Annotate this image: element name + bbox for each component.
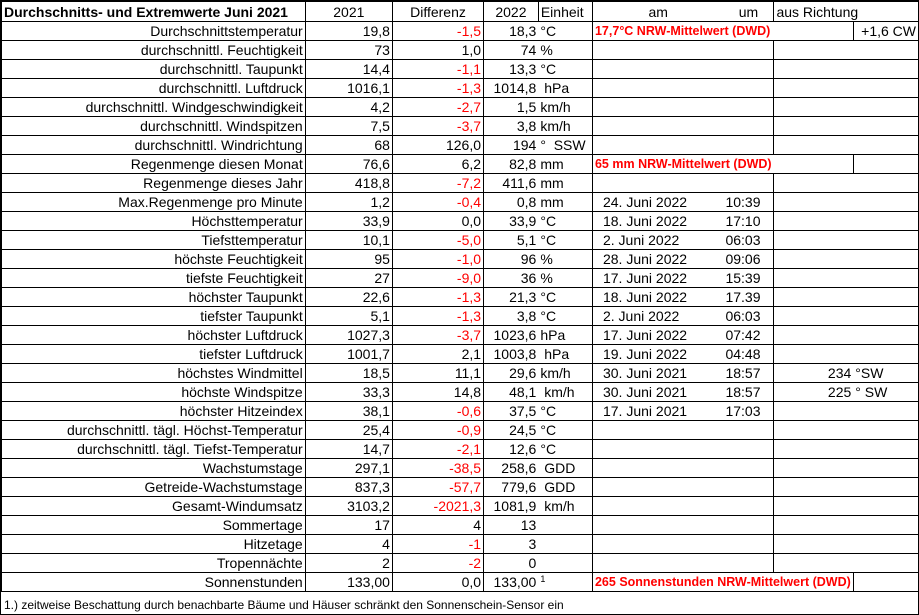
row-label: höchster Hitzeindex (2, 402, 306, 421)
direction-label: °SW (853, 364, 918, 383)
table-row (2, 212, 919, 231)
value-differenz: -1,5 (392, 22, 483, 41)
table-row (2, 516, 919, 535)
value-2021: 14,4 (305, 60, 392, 79)
time-um: 17:10 (723, 212, 773, 231)
table-row (2, 535, 919, 554)
unit-cell: mm (538, 155, 592, 174)
value-differenz: -2,1 (392, 440, 483, 459)
row-label: Wachstumstage (2, 459, 306, 478)
value-differenz: -3,7 (392, 326, 483, 345)
time-um (723, 459, 773, 478)
table-row (2, 421, 919, 440)
value-differenz: -2021,3 (392, 497, 483, 516)
unit-cell: GDD (538, 478, 592, 497)
direction-value (774, 440, 918, 459)
table-row (2, 383, 919, 402)
direction-value (774, 288, 918, 307)
time-um: 04:48 (723, 345, 773, 364)
date-am (592, 98, 723, 117)
table-row (2, 288, 919, 307)
value-2021: 5,1 (305, 307, 392, 326)
time-um: 06:03 (723, 231, 773, 250)
time-um (723, 535, 773, 554)
direction-value (774, 345, 918, 364)
value-2021: 1027,3 (305, 326, 392, 345)
table-row (2, 60, 919, 79)
value-2022: 36 (484, 269, 539, 288)
value-differenz: 6,2 (392, 155, 483, 174)
value-2021: 18,5 (305, 364, 392, 383)
date-am: 18. Juni 2022 (592, 212, 723, 231)
date-am: 2. Juni 2022 (592, 307, 723, 326)
time-um (723, 79, 773, 98)
row-label: höchster Luftdruck (2, 326, 306, 345)
row-label: tiefste Feuchtigkeit (2, 269, 306, 288)
value-2021: 19,8 (305, 22, 392, 41)
value-2022: 13,3 (484, 60, 539, 79)
value-differenz: 14,8 (392, 383, 483, 402)
direction-value (774, 326, 918, 345)
value-2021: 25,4 (305, 421, 392, 440)
unit-cell: km/h (538, 364, 592, 383)
unit-cell: °C (538, 307, 592, 326)
date-am (592, 60, 723, 79)
date-am (592, 478, 723, 497)
value-2022: 48,1 (484, 383, 539, 402)
value-2021: 38,1 (305, 402, 392, 421)
table-row (2, 22, 919, 41)
footnote-marker: 1 (540, 574, 546, 584)
time-um: 09:06 (723, 250, 773, 269)
date-am: 24. Juni 2022 (592, 193, 723, 212)
value-2022: 74 (484, 41, 539, 60)
value-differenz: -2 (392, 554, 483, 573)
value-differenz: -2,7 (392, 98, 483, 117)
unit-cell: mm (538, 193, 592, 212)
date-am (592, 497, 723, 516)
value-2022: 133,00 (484, 573, 539, 592)
time-um: 18:57 (723, 383, 773, 402)
direction-value (774, 117, 918, 136)
date-am: 30. Juni 2021 (592, 364, 723, 383)
value-2021: 4 (305, 535, 392, 554)
value-differenz: -7,2 (392, 174, 483, 193)
value-2022: 0 (484, 554, 539, 573)
table-row (2, 250, 919, 269)
row-label: durchschnittl. tägl. Tiefst-Temperatur (2, 440, 306, 459)
date-am: 17. Juni 2022 (592, 269, 723, 288)
time-um (723, 117, 773, 136)
direction-value (853, 155, 918, 174)
direction-value (774, 421, 918, 440)
value-2022: 3 (484, 535, 539, 554)
unit-cell: °C (538, 231, 592, 250)
table-row (2, 231, 919, 250)
date-am (592, 79, 723, 98)
value-2022: 13 (484, 516, 539, 535)
time-um (723, 98, 773, 117)
row-label: tiefster Luftdruck (2, 345, 306, 364)
row-label: durchschnittl. Windgeschwindigkeit (2, 98, 306, 117)
row-label: höchste Feuchtigkeit (2, 250, 306, 269)
value-2021: 1016,1 (305, 79, 392, 98)
value-2022: 194 (484, 136, 539, 155)
column-header-um: um (723, 2, 773, 22)
table-title: Durchschnitts- und Extremwerte Juni 2021 (2, 2, 306, 22)
value-2021: 7,5 (305, 117, 392, 136)
direction-value (774, 60, 918, 79)
time-um (723, 478, 773, 497)
direction-value (774, 193, 918, 212)
value-differenz: -1,3 (392, 288, 483, 307)
date-am: 28. Juni 2022 (592, 250, 723, 269)
direction-value: +1,6 CW (853, 22, 918, 41)
unit-cell: °C (538, 421, 592, 440)
value-2022: 1014,8 (484, 79, 539, 98)
direction-value (774, 79, 918, 98)
direction-value (774, 459, 918, 478)
date-am (592, 554, 723, 573)
table-row (2, 440, 919, 459)
date-am: 2. Juni 2022 (592, 231, 723, 250)
unit-cell: hPa (538, 345, 592, 364)
value-2021: 133,00 (305, 573, 392, 592)
unit-cell: °C (538, 22, 592, 41)
value-2022: 3,8 (484, 307, 539, 326)
value-differenz: 126,0 (392, 136, 483, 155)
unit-cell: km/h (538, 497, 592, 516)
value-2021: 418,8 (305, 174, 392, 193)
table-row (2, 269, 919, 288)
unit-cell: GDD (538, 459, 592, 478)
value-differenz: 4 (392, 516, 483, 535)
unit-cell: °C (538, 288, 592, 307)
date-am (592, 117, 723, 136)
time-um: 17.39 (723, 288, 773, 307)
date-am: 17. Juni 2021 (592, 402, 723, 421)
unit-cell: hPa (538, 79, 592, 98)
value-differenz: 0,0 (392, 573, 483, 592)
unit-cell: km/h (538, 98, 592, 117)
value-differenz: 2,1 (392, 345, 483, 364)
value-differenz: -1,3 (392, 79, 483, 98)
value-2022: 1,5 (484, 98, 539, 117)
row-label: durchschnittl. tägl. Höchst-Temperatur (2, 421, 306, 440)
value-differenz: -0,4 (392, 193, 483, 212)
date-am (592, 440, 723, 459)
table-row (2, 326, 919, 345)
date-am: 18. Juni 2022 (592, 288, 723, 307)
value-differenz: -0,9 (392, 421, 483, 440)
value-differenz: -1,0 (392, 250, 483, 269)
table-row (2, 497, 919, 516)
table-row (2, 459, 919, 478)
value-2022: 1081,9 (484, 497, 539, 516)
nrw-mean-note: 17,7°C NRW-Mittelwert (DWD) (592, 22, 853, 41)
nrw-mean-note: 265 Sonnenstunden NRW-Mittelwert (DWD) (592, 573, 853, 592)
row-label: höchstes Windmittel (2, 364, 306, 383)
value-2022: 82,8 (484, 155, 539, 174)
value-2021: 27 (305, 269, 392, 288)
direction-value (853, 573, 918, 592)
value-2022: 12,6 (484, 440, 539, 459)
date-am (592, 535, 723, 554)
direction-value (774, 41, 918, 60)
table-row (2, 345, 919, 364)
row-label: Sonnenstunden (2, 573, 306, 592)
unit-cell: hPa (538, 326, 592, 345)
value-differenz: -0,6 (392, 402, 483, 421)
table-row (2, 364, 919, 383)
value-2022: 779,6 (484, 478, 539, 497)
row-label: Getreide-Wachstumstage (2, 478, 306, 497)
value-differenz: -1,3 (392, 307, 483, 326)
value-2021: 73 (305, 41, 392, 60)
value-differenz: -9,0 (392, 269, 483, 288)
weather-stats-table (1, 1, 918, 592)
value-2022: 1003,8 (484, 345, 539, 364)
row-label: durchschnittl. Luftdruck (2, 79, 306, 98)
value-2022: 18,3 (484, 22, 539, 41)
time-um (723, 421, 773, 440)
value-differenz: -1 (392, 535, 483, 554)
value-2022: 24,5 (484, 421, 539, 440)
date-am (592, 41, 723, 60)
value-2021: 2 (305, 554, 392, 573)
unit-cell: km/h (538, 383, 592, 402)
value-2022: 1023,6 (484, 326, 539, 345)
value-2021: 33,3 (305, 383, 392, 402)
time-um (723, 60, 773, 79)
value-2021: 1001,7 (305, 345, 392, 364)
table-row (2, 41, 919, 60)
direction-value (774, 98, 918, 117)
direction-value (774, 478, 918, 497)
table-row (2, 478, 919, 497)
table-row (2, 98, 919, 117)
value-differenz: 1,0 (392, 41, 483, 60)
time-um: 10:39 (723, 193, 773, 212)
unit-cell: mm (538, 174, 592, 193)
footnote: 1.) zeitweise Beschattung durch benachbarte Bäume und Häuser schränkt den Sonnenschein-Sensor ein (4, 598, 564, 612)
direction-value (774, 136, 918, 155)
table-row (2, 79, 919, 98)
direction-value (774, 516, 918, 535)
direction-value (774, 174, 918, 193)
value-differenz: 0,0 (392, 212, 483, 231)
time-um (723, 516, 773, 535)
table-row (2, 402, 919, 421)
direction-value (774, 497, 918, 516)
unit-cell (538, 573, 592, 592)
time-um (723, 136, 773, 155)
row-label: tiefster Taupunkt (2, 307, 306, 326)
nrw-mean-note: 65 mm NRW-Mittelwert (DWD) (592, 155, 853, 174)
unit-cell: % (538, 41, 592, 60)
value-2022: 29,6 (484, 364, 539, 383)
row-label: durchschnittl. Taupunkt (2, 60, 306, 79)
date-am (592, 459, 723, 478)
table-row (2, 174, 919, 193)
direction-degrees: 225 (774, 383, 853, 402)
unit-cell: °C (538, 60, 592, 79)
direction-value (774, 269, 918, 288)
date-am: 19. Juni 2022 (592, 345, 723, 364)
value-2021: 4,2 (305, 98, 392, 117)
value-2022: 258,6 (484, 459, 539, 478)
row-label: Regenmenge diesen Monat (2, 155, 306, 174)
row-label: Regenmenge dieses Jahr (2, 174, 306, 193)
value-2022: 411,6 (484, 174, 539, 193)
value-2021: 297,1 (305, 459, 392, 478)
row-label: durchschnittl. Feuchtigkeit (2, 41, 306, 60)
value-2021: 3103,2 (305, 497, 392, 516)
direction-degrees: 234 (774, 364, 853, 383)
row-label: höchster Taupunkt (2, 288, 306, 307)
value-2022: 3,8 (484, 117, 539, 136)
table-row (2, 573, 919, 592)
direction-value (774, 212, 918, 231)
table-row (2, 307, 919, 326)
time-um (723, 497, 773, 516)
unit-cell: °C (538, 402, 592, 421)
time-um (723, 41, 773, 60)
time-um: 18:57 (723, 364, 773, 383)
date-am (592, 516, 723, 535)
value-2021: 14,7 (305, 440, 392, 459)
table-row (2, 136, 919, 155)
value-2021: 17 (305, 516, 392, 535)
column-header-am: am (592, 2, 723, 22)
row-label: Hitzetage (2, 535, 306, 554)
value-2021: 95 (305, 250, 392, 269)
value-2021: 33,9 (305, 212, 392, 231)
value-2022: 5,1 (484, 231, 539, 250)
row-label: Sommertage (2, 516, 306, 535)
direction-value (774, 535, 918, 554)
row-label: Höchsttemperatur (2, 212, 306, 231)
time-um (723, 440, 773, 459)
value-differenz: -3,7 (392, 117, 483, 136)
table-row (2, 554, 919, 573)
unit-cell (538, 554, 592, 573)
value-2022: 96 (484, 250, 539, 269)
unit-cell: % (538, 250, 592, 269)
value-2021: 68 (305, 136, 392, 155)
row-label: Gesamt-Windumsatz (2, 497, 306, 516)
unit-cell: km/h (538, 117, 592, 136)
time-um: 17:03 (723, 402, 773, 421)
direction-value (774, 307, 918, 326)
date-am (592, 174, 723, 193)
row-label: höchste Windspitze (2, 383, 306, 402)
value-differenz: -1,1 (392, 60, 483, 79)
time-um: 06:03 (723, 307, 773, 326)
value-differenz: 11,1 (392, 364, 483, 383)
value-differenz: -5,0 (392, 231, 483, 250)
value-2022: 37,5 (484, 402, 539, 421)
date-am (592, 421, 723, 440)
column-header-2021: 2021 (305, 2, 392, 22)
value-differenz: -57,7 (392, 478, 483, 497)
value-2021: 10,1 (305, 231, 392, 250)
direction-value (774, 250, 918, 269)
direction-label: ° SW (853, 383, 918, 402)
unit-cell: °C (538, 440, 592, 459)
row-label: Durchschnittstemperatur (2, 22, 306, 41)
value-2021: 76,6 (305, 155, 392, 174)
date-am: 30. Juni 2021 (592, 383, 723, 402)
value-2021: 22,6 (305, 288, 392, 307)
table-row (2, 155, 919, 174)
row-label: durchschnittl. Windrichtung (2, 136, 306, 155)
value-2021: 1,2 (305, 193, 392, 212)
table-row (2, 193, 919, 212)
value-2021: 837,3 (305, 478, 392, 497)
direction-value (774, 402, 918, 421)
value-differenz: -38,5 (392, 459, 483, 478)
column-header-einheit: Einheit (538, 2, 592, 22)
direction-value (774, 554, 918, 573)
direction-value (774, 231, 918, 250)
header-row (2, 2, 919, 22)
date-am (592, 136, 723, 155)
date-am: 17. Juni 2022 (592, 326, 723, 345)
row-label: Max.Regenmenge pro Minute (2, 193, 306, 212)
time-um: 07:42 (723, 326, 773, 345)
row-label: Tropennächte (2, 554, 306, 573)
unit-cell (538, 516, 592, 535)
row-label: Tiefsttemperatur (2, 231, 306, 250)
time-um (723, 554, 773, 573)
unit-cell (538, 535, 592, 554)
time-um: 15:39 (723, 269, 773, 288)
value-2022: 0,8 (484, 193, 539, 212)
table-row (2, 117, 919, 136)
row-label: durchschnittl. Windspitzen (2, 117, 306, 136)
unit-cell: ° SSW (538, 136, 592, 155)
value-2022: 33,9 (484, 212, 539, 231)
column-header-differenz: Differenz (392, 2, 483, 22)
unit-cell: °C (538, 212, 592, 231)
unit-cell: % (538, 269, 592, 288)
column-header-2022: 2022 (484, 2, 539, 22)
column-header-aus-richtung: aus Richtung (774, 2, 918, 22)
time-um (723, 174, 773, 193)
value-2022: 21,3 (484, 288, 539, 307)
